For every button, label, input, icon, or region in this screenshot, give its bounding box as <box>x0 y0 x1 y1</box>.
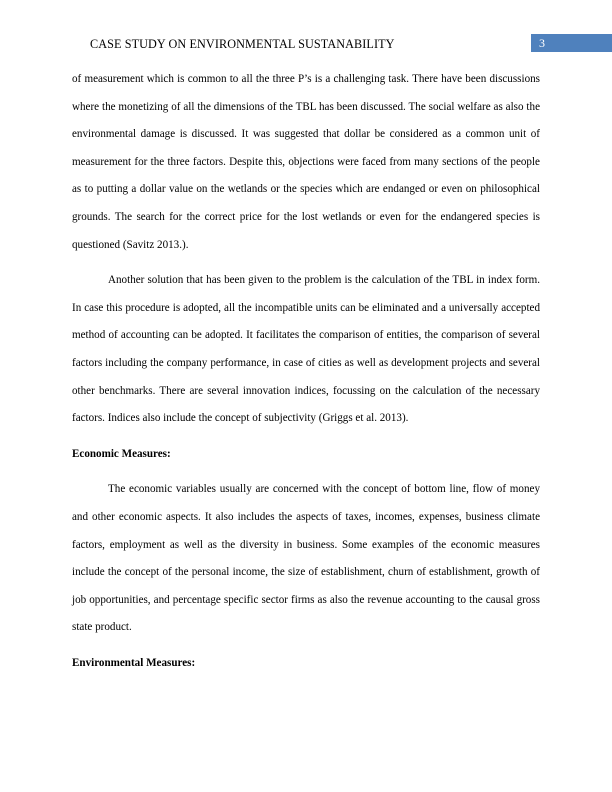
paragraph-tbl-index: Another solution that has been given to the problem is the calculation of the TBL in index form. In case this procedure is adopted, all the incompatible units can be eliminated and a universally accepted method of accounting can be adopted. It facilitates the comparison of entities, the comparison of several factors including the company performance, in case of cities as well as development projects and several other benchmarks. There are several innovation indices, focussing on the calculation of the necessary factors. Indices also include the concept of subjectivity (Griggs et al. 2013). <box>72 274 540 425</box>
paragraph-continuation: of measurement which is common to all the three P’s is a challenging task. There have been discussions where the monetizing of all the dimensions of the TBL has been discussed. The social welfare as also the environmental damage is discussed. It was suggested that dollar be considered as a common unit of measurement for the three factors. Despite this, objections were faced from many sections of the people as to putting a dollar value on the wetlands or the species which are endanged or even on philosophical grounds. The search for the correct price for the lost wetlands or even for the endangered species is questioned (Savitz 2013.). <box>72 73 540 251</box>
paragraph-economic-variables: The economic variables usually are concerned with the concept of bottom line, flow of money and other economic aspects. It also includes the aspects of taxes, incomes, expenses, business climate factors, employment as well as the diversity in business. Some examples of the economic measures include the concept of the personal income, the size of establishment, churn of establishment, growth of job opportunities, and percentage specific sector firms as also the revenue accounting to the causal gross state product. <box>72 483 540 634</box>
running-head: CASE STUDY ON ENVIRONMENTAL SUSTANABILITY <box>90 37 395 51</box>
heading-economic-measures: Economic Measures: <box>72 447 171 460</box>
body-text <box>72 66 540 685</box>
heading-environmental-measures: Environmental Measures: <box>72 656 196 669</box>
page-number: 3 <box>539 36 545 50</box>
page-number-box <box>531 34 612 52</box>
